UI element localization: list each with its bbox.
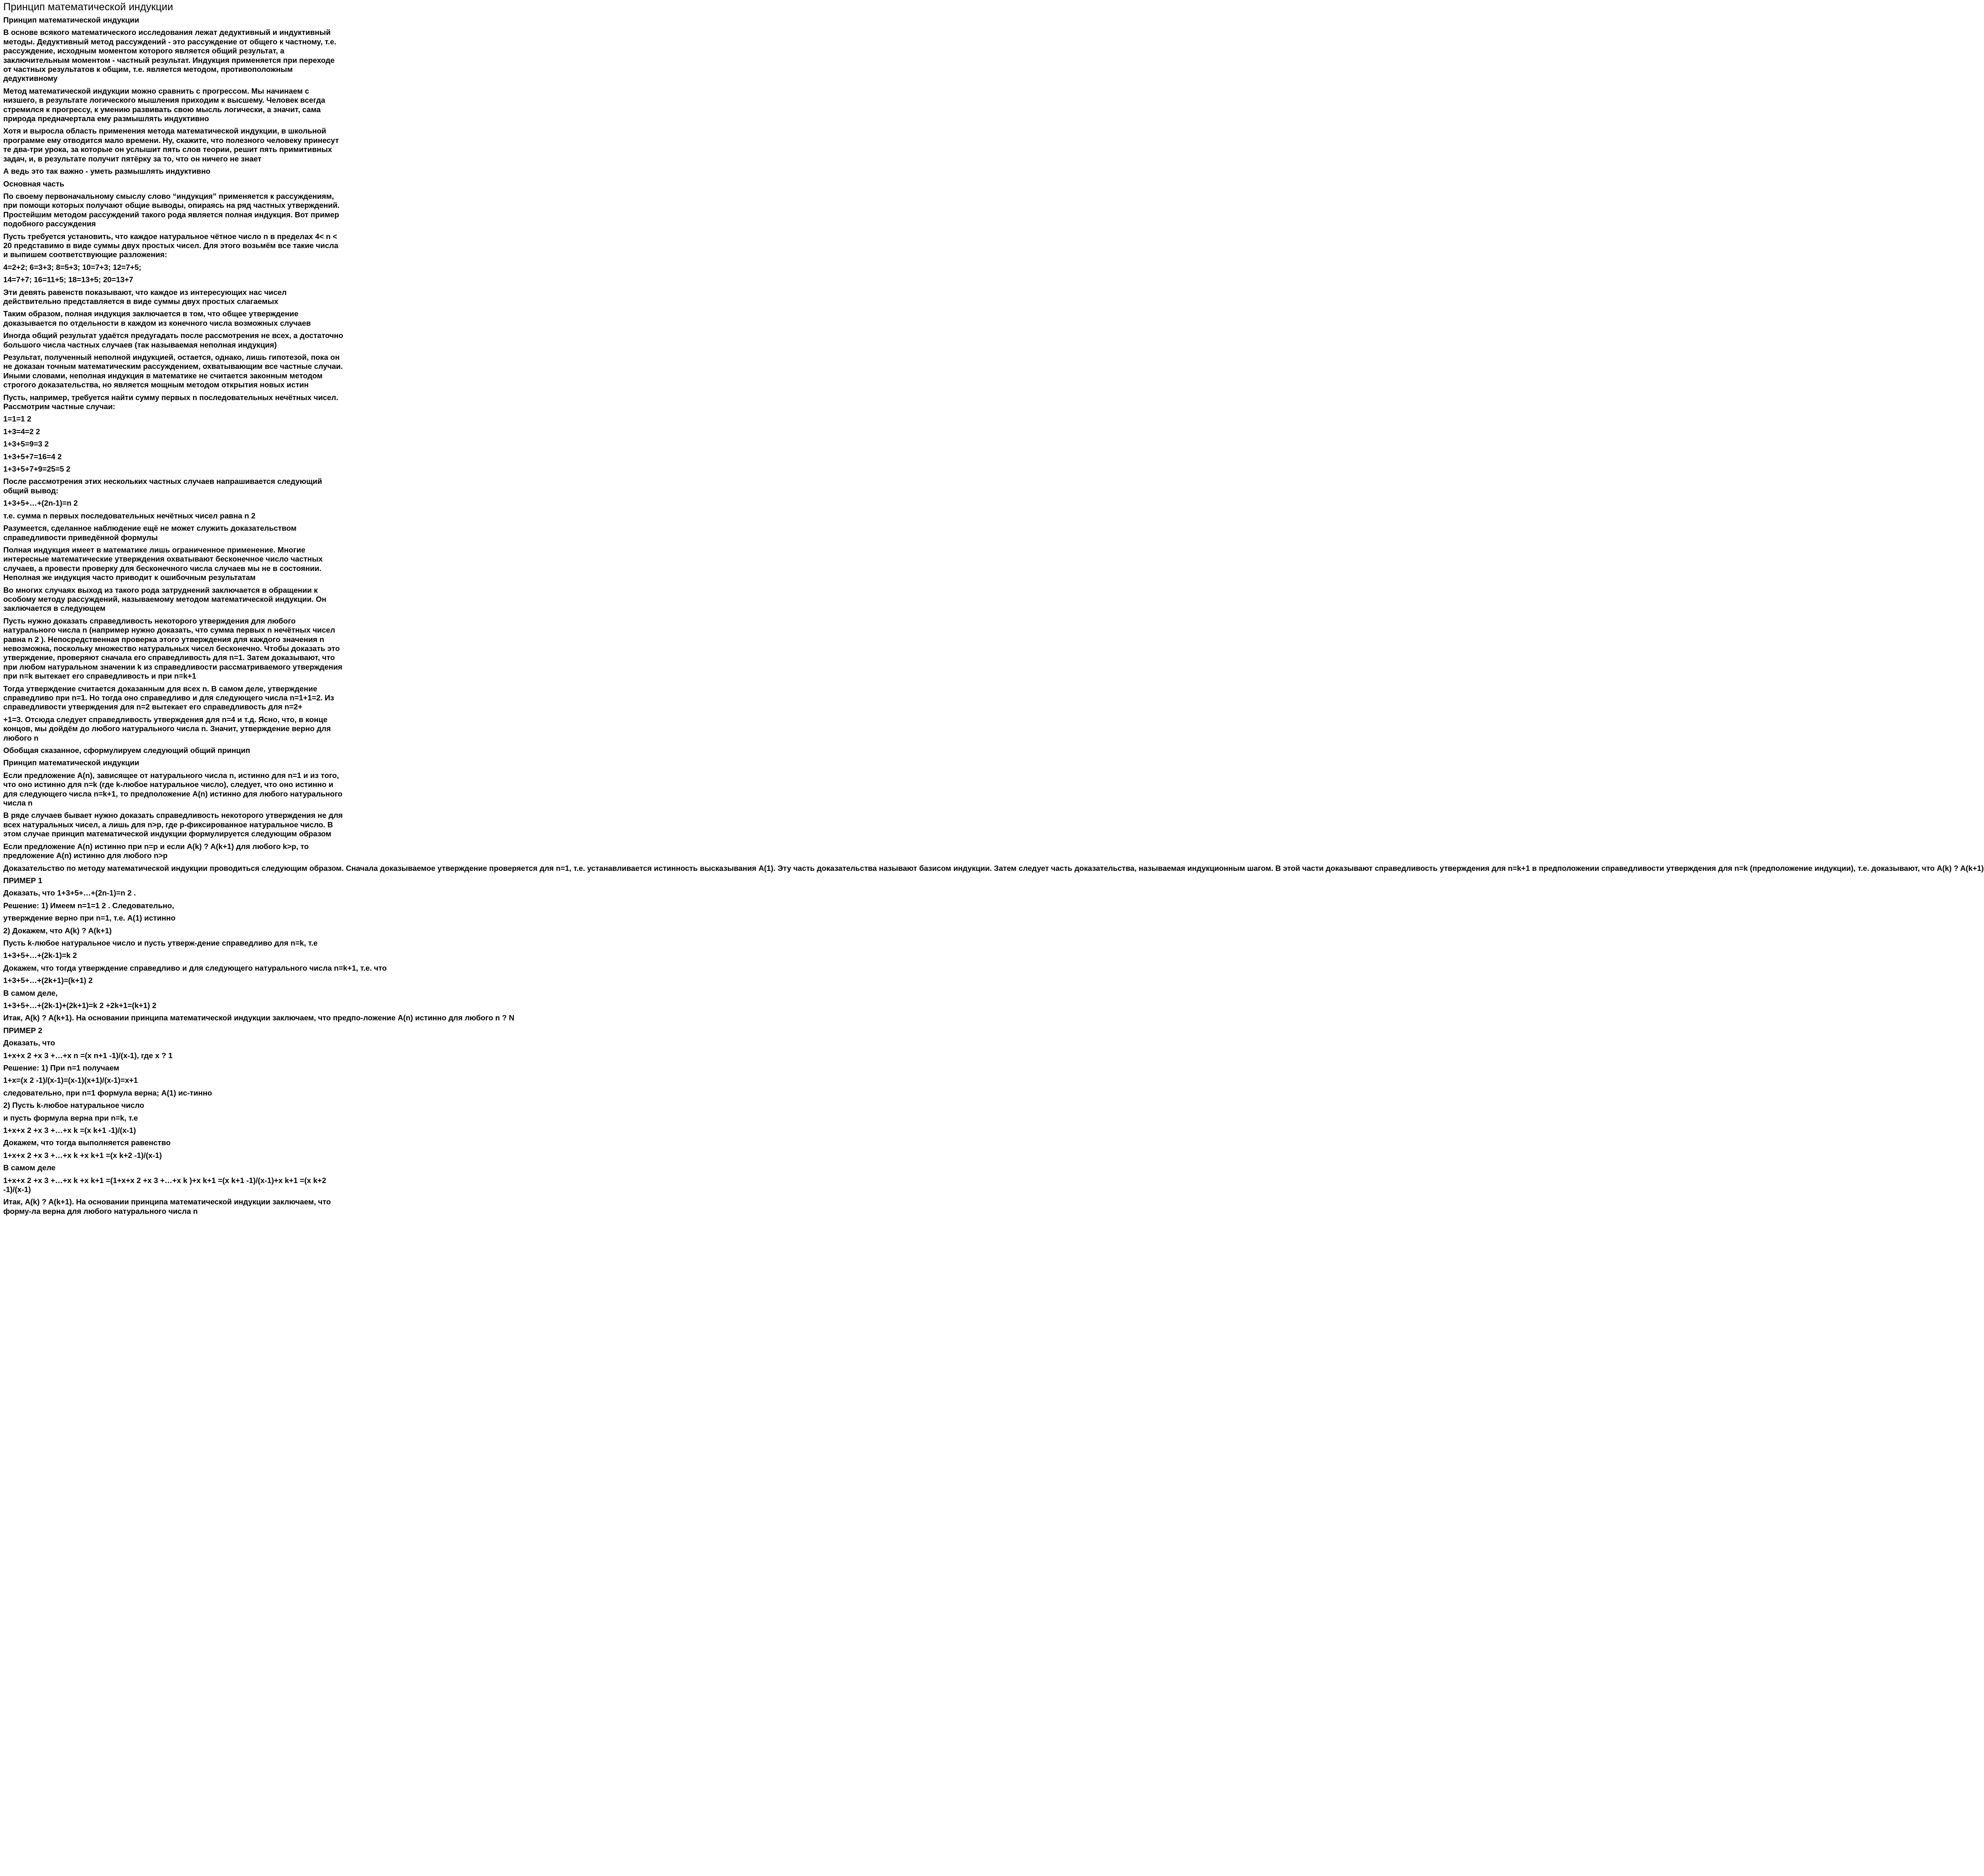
paragraph: 1+x+x 2 +x 3 +…+x k =(x k+1 -1)/(x-1) (3, 1126, 136, 1135)
paragraph: Разумеется, сделанное наблюдение ещё не может служить доказательством справедливости приведённой формулы (3, 524, 297, 542)
paragraph: Пусть k-любое натуральное число и пусть утверж-дение справедливо для n=k, т.е (3, 938, 318, 947)
paragraph: 1+x+x 2 +x 3 +…+x n =(x n+1 -1)/(x-1), где x ? 1 (3, 1051, 173, 1060)
paragraph: 1+3+5+…+(2k+1)=(k+1) 2 (3, 976, 93, 985)
paragraph: Доказательство по методу математической индукции проводиться следующим образом. Сначала доказываемое утверждение проверяется для n=1, т.е. устанавливается истинность высказывания A(1). Эту часть доказательства называют базисом индукции. Затем следует часть доказательства, называемая индукционным шагом. В этой части доказывают справедливость утверждения для n=k+1 в предположении справедливости утверждения для n=k (предположение индукции), т.е. доказывают, что A(k) ? A(k+1) (3, 863, 1984, 872)
paragraph: 1+x+x 2 +x 3 +…+x k +x k+1 =(x k+2 -1)/(x-1) (3, 1151, 162, 1160)
paragraph: 1+3+5+7+9=25=5 2 (3, 465, 71, 474)
paragraph: В ряде случаев бывает нужно доказать справедливость некоторого утверждения не для всех натуральных чисел, а лишь для n>p, где p-фиксированное натуральное число. В этом случае принцип математической индукции формулируется следующим образом (3, 811, 343, 838)
paragraph: Во многих случаях выход из такого рода затруднений заключается в обращении к особому методу рассуждений, называемому методом математической индукции. Он заключается в следующем (3, 585, 326, 613)
paragraph: Таким образом, полная индукция заключается в том, что общее утверждение доказывается по отдельности в каждом из конечного числа возможных случаев (3, 309, 311, 327)
paragraph: Тогда утверждение считается доказанным для всех n. В самом деле, утверждение справедливо при n=1. Но тогда оно справедливо и для следующего числа n=1+1=2. Из справедливости утверждения для n=2 вытекает его справедливость для n=2+ (3, 684, 334, 711)
paragraph: 14=7+7; 16=11+5; 18=13+5; 20=13+7 (3, 275, 133, 284)
paragraph: Хотя и выросла область применения метода математической индукции, в школьной программе ему отводится мало времени. Ну, скажите, что полезного человеку принесут те два-три урока, за которые он услышит пять слов теории, решит пять примитивных задач, и, в результате получит пятёрку за то, что он ничего не знает (3, 127, 339, 163)
paragraph: Полная индукция имеет в математике лишь ограниченное применение. Многие интересные математические утверждения охватывают бесконечное число частных случаев, а провести проверку для бесконечного числа случаев мы не в состоянии. Неполная же индукция часто приводит к ошибочным результатам (3, 545, 323, 582)
paragraph: 1+3+5=9=3 2 (3, 440, 49, 449)
page-title: Принцип математической индукции (3, 1, 173, 13)
paragraph: Метод математической индукции можно сравнить с прогрессом. Мы начинаем с низшего, в результате логического мышления приходим к высшему. Человек всегда стремился к прогрессу, к умению развивать свою мысль логически, а значит, сама природа предначертала ему размышлять индуктивно (3, 86, 325, 123)
article-body (3, 16, 1984, 1216)
paragraph: Если предложение A(n) истинно при n=p и если A(k) ? A(k+1) для любого k>p, то предложение A(n) истинно для любого n>p (3, 842, 309, 860)
paragraph: ПРИМЕР 1 (3, 876, 42, 885)
paragraph: 1+3=4=2 2 (3, 427, 40, 436)
paragraph: 1+3+5+…+(2k-1)=k 2 (3, 951, 77, 960)
paragraph: Итак, A(k) ? A(k+1). На основании принципа математической индукции заключаем, что форму-ла верна для любого натурального числа n (3, 1197, 331, 1215)
paragraph: ПРИМЕР 2 (3, 1026, 42, 1035)
paragraph: Обобщая сказанное, сформулируем следующий общий принцип (3, 746, 251, 755)
paragraph: Решение: 1) При n=1 получаем (3, 1063, 120, 1072)
paragraph: Доказать, что (3, 1038, 55, 1047)
paragraph: Эти девять равенств показывают, что каждое из интересующих нас чисел действительно представляется в виде суммы двух простых слагаемых (3, 288, 287, 306)
paragraph: В самом деле, (3, 988, 58, 997)
paragraph: 1+3+5+…+(2n-1)=n 2 (3, 499, 78, 508)
paragraph: А ведь это так важно - уметь размышлять индуктивно (3, 167, 211, 176)
paragraph: В самом деле (3, 1163, 56, 1172)
paragraph: и пусть формула верна при n=k, т.е (3, 1113, 138, 1122)
paragraph: Если предложение A(n), зависящее от натурального числа n, истинно для n=1 и из того, что оно истинно для n=k (где k-любое натуральное число), следует, что оно истинно и для следующего числа n=k+1, то предположение A(n) истинно для любого натурального числа n (3, 771, 343, 808)
paragraph: По своему первоначальному смыслу слово “индукция” применяется к рассуждениям, при помощи которых получают общие выводы, опираясь на ряд частных утверждений. Простейшим методом рассуждений такого рода является полная индукция. Вот пример подобного рассуждения (3, 191, 340, 228)
paragraph: Иногда общий результат удаётся предугадать после рассмотрения не всех, а достаточно большого числа частных случаев (так называемая неполная индукция) (3, 331, 343, 349)
paragraph: После рассмотрения этих нескольких частных случаев напрашивается следующий общий вывод: (3, 477, 322, 495)
paragraph: утверждение верно при n=1, т.е. A(1) истинно (3, 914, 176, 923)
paragraph: Докажем, что тогда выполняется равенство (3, 1138, 171, 1147)
paragraph: 1+x=(x 2 -1)/(x-1)=(x-1)(x+1)/(x-1)=x+1 (3, 1076, 138, 1085)
paragraph: 2) Пусть k-любое натуральное число (3, 1101, 145, 1110)
paragraph: Доказать, что 1+3+5+…+(2n-1)=n 2 . (3, 889, 136, 898)
paragraph: Решение: 1) Имеем n=1=1 2 . Следовательно, (3, 901, 174, 910)
paragraph: Пусть нужно доказать справедливость некоторого утверждения для любого натурального числа n (например нужно доказать, что сумма первых n нечётных чисел равна n 2 ). Непосредственная проверка этого утверждения для каждого значения n невозможна, поскольку множество натуральных чисел бесконечно. Чтобы доказать это утверждение, проверяют сначала его справедливость для n=1. Затем доказывают, что при любом натуральном значении k из справедливости рассматриваемого утверждения при n=k вытекает его справедливость и при n=k+1 (3, 616, 343, 681)
paragraph: 4=2+2; 6=3+3; 8=5+3; 10=7+3; 12=7+5; (3, 262, 142, 272)
paragraph: Результат, полученный неполной индукцией, остается, однако, лишь гипотезой, пока он не доказан точным математическим рассуждением, охватывающим все частные случаи. Иными словами, неполная индукция в математике не считается законным методом строгого доказательства, но является мощным методом открытия новых истин (3, 353, 343, 389)
paragraph: Основная часть (3, 179, 64, 188)
paragraph: Принцип математической индукции (3, 16, 139, 24)
paragraph: Принцип математической индукции (3, 758, 139, 767)
paragraph: т.е. сумма n первых последовательных нечётных чисел равна n 2 (3, 511, 255, 520)
paragraph: 1+3+5+7=16=4 2 (3, 452, 62, 461)
paragraph: 2) Докажем, что A(k) ? A(k+1) (3, 926, 112, 935)
paragraph: Пусть требуется установить, что каждое натуральное чётное число n в пределах 4< n < 20 представимо в виде суммы двух простых чисел. Для этого возьмём все такие числа и выпишем соответствующие разложения: (3, 232, 338, 259)
paragraph: Итак, A(k) ? A(k+1). На основании принципа математической индукции заключаем, что предпо-ложение A(n) истинно для любого n ? N (3, 1013, 515, 1022)
paragraph: 1=1=1 2 (3, 414, 32, 424)
paragraph: 1+x+х 2 +x 3 +…+х k +x k+1 =(1+x+x 2 +x 3 +…+x k )+x k+1 =(x k+1 -1)/(x-1)+x k+1 =(x k+2 -1)/(x-1) (3, 1176, 326, 1194)
paragraph: Докажем, что тогда утверждение справедливо и для следующего натурального числа n=k+1, т.е. что (3, 963, 387, 972)
paragraph: следовательно, при n=1 формула верна; A(1) ис-тинно (3, 1088, 212, 1097)
paragraph: +1=3. Отсюда следует справедливость утверждения для n=4 и т.д. Ясно, что, в конце концов, мы дойдём до любого натурального числа n. Значит, утверждение верно для любого n (3, 715, 331, 742)
paragraph: В основе всякого математического исследования лежат дедуктивный и индуктивный методы. Дедуктивный метод рассуждений - это рассуждение от общего к частному, т.е. рассуждение, исходным моментом которого является общий результат, а заключительным моментом - частный результат. Индукция применяется при переходе от частных результатов к общим, т.е. является методом, противоположным дедуктивному (3, 28, 336, 83)
paragraph: Пусть, например, требуется найти сумму первых n последовательных нечётных чисел. Рассмотрим частные случаи: (3, 393, 338, 411)
paragraph: 1+3+5+…+(2k-1)+(2k+1)=k 2 +2k+1=(k+1) 2 (3, 1001, 156, 1010)
